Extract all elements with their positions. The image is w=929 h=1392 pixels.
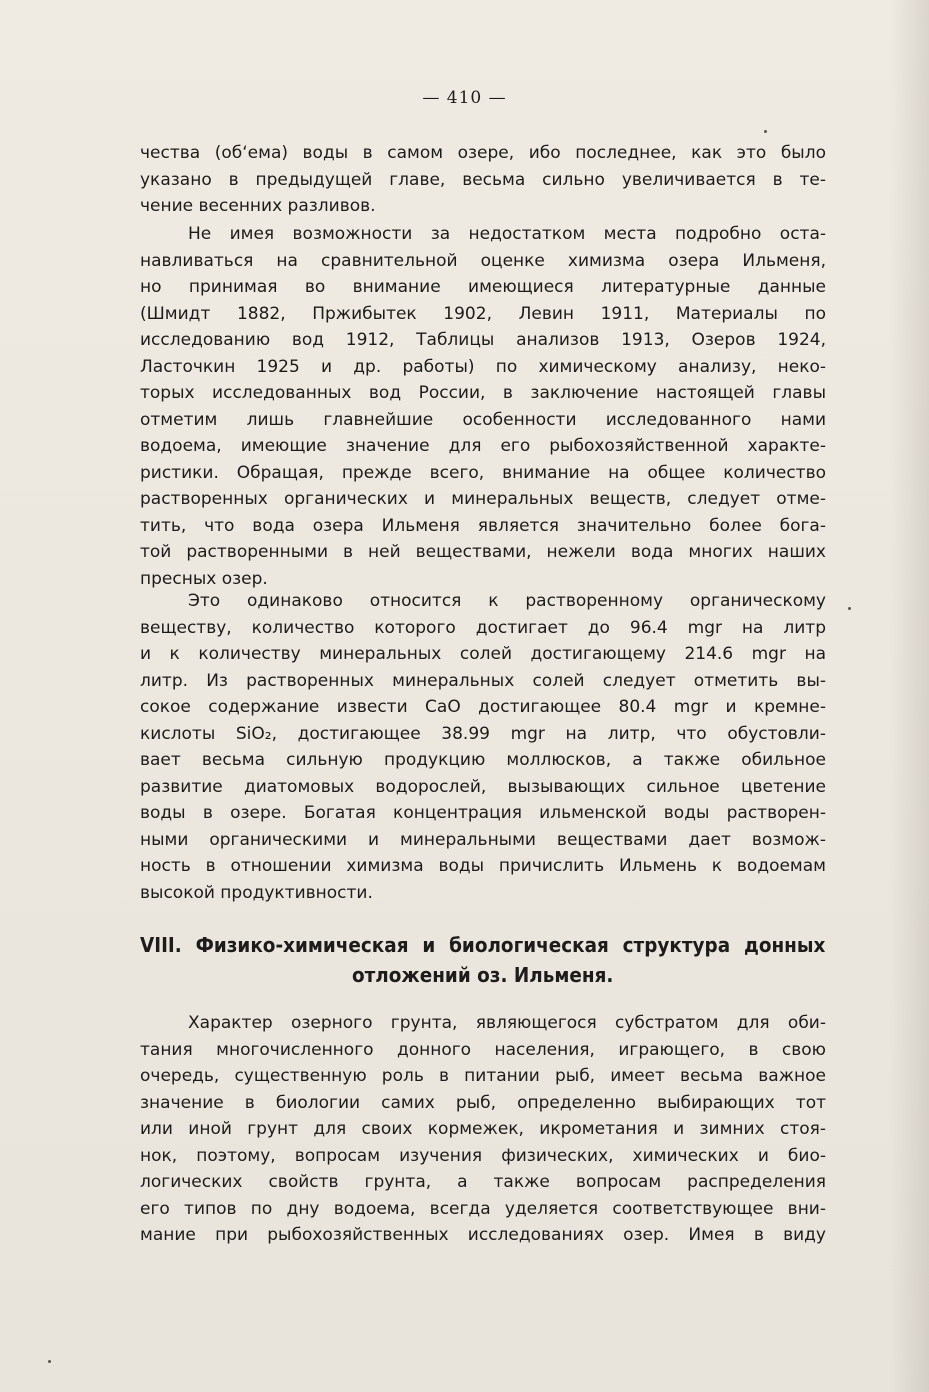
- text-line: чение весенних разливов.: [140, 196, 376, 216]
- text-line: Не имея возможности за недостатком места подробно оста-: [188, 224, 826, 244]
- text-line: навливаться на сравнительной оценке химизма озера Ильменя,: [140, 250, 826, 271]
- paragraph-continuation: [140, 140, 826, 220]
- text-line: пресных озер.: [140, 568, 268, 589]
- text-line: воды в озере. Богатая концентрация ильменской воды растворен-: [140, 803, 826, 823]
- text-line: указано в предыдущей главе, весьма сильно увеличивается в те-: [140, 169, 826, 190]
- text-line: значение в биологии самих рыб, определенно выбирающих тот: [140, 1092, 826, 1113]
- page-number: — 410 —: [422, 88, 507, 108]
- text-line: тания многочисленного донного населения, играющего, в свою: [140, 1039, 826, 1060]
- text-line: развитие диатомовых водорослей, вызывающих сильное цветение: [140, 776, 826, 797]
- text-line: той растворенными в ней веществами, нежели вода многих наших: [140, 542, 826, 562]
- text-line: торых исследованных вод России, в заключение настоящей главы: [140, 383, 826, 403]
- text-line: (Шмидт 1882, Пржибытек 1902, Левин 1911, Материалы по: [140, 303, 826, 324]
- section-heading: [140, 930, 825, 990]
- text-line: исследованию вод 1912, Таблицы анализов 1913, Озеров 1924,: [140, 330, 826, 350]
- text-line: тить, что вода озера Ильменя является значительно более бога-: [140, 515, 826, 536]
- text-line: и к количеству минеральных солей достигающему 214.6 mgr на: [140, 644, 826, 664]
- text-line: растворенных органических и минеральных веществ, следует отме-: [140, 489, 826, 509]
- text-line: Это одинаково относится к растворенному органическому: [188, 591, 826, 611]
- text-line: литр. Из растворенных минеральных солей следует отметить вы-: [140, 670, 826, 691]
- scan-speck: [764, 130, 767, 133]
- text-line: или иной грунт для своих кормежек, икрометания и зимних стоя-: [140, 1119, 826, 1139]
- text-line: высокой продуктивности.: [140, 882, 373, 903]
- paragraph-chemistry: [140, 588, 826, 906]
- text-line: мание при рыбохозяйственных исследованиях озер. Имея в виду: [140, 1225, 826, 1245]
- text-line: его типов по дну водоема, всегда уделяется соответствующее вни-: [140, 1198, 826, 1219]
- paragraph-sediment: [140, 1010, 826, 1249]
- text-line: Ласточкин 1925 и др. работы) по химическому анализу, неко-: [140, 356, 826, 377]
- text-line: водоема, имеющие значение для его рыбохозяйственной характе-: [140, 436, 826, 456]
- paragraph-literature: [140, 221, 826, 592]
- text-line: кислоты SiO₂, достигающее 38.99 mgr на литр, что обустовли-: [140, 723, 826, 744]
- section-heading-line-2: отложений оз. Ильменя.: [352, 963, 614, 987]
- section-heading-line-1: VIII. Физико-химическая и биологическая структура донных: [140, 933, 826, 957]
- text-line: ность в отношении химизма воды причислить Ильмень к водоемам: [140, 856, 826, 876]
- text-line: но принимая во внимание имеющиеся литературные данные: [140, 277, 826, 297]
- text-line: вает весьма сильную продукцию моллюсков, а также обильное: [140, 750, 826, 770]
- text-line: отметим лишь главнейшие особенности исследованного нами: [140, 409, 826, 430]
- text-line: Характер озерного грунта, являющегося субстратом для оби-: [188, 1013, 826, 1033]
- scan-speck: [848, 607, 851, 610]
- text-line: сокое содержание извести CaO достигающее 80.4 mgr и кремне-: [140, 697, 826, 717]
- text-line: веществу, количество которого достигает до 96.4 mgr на литр: [140, 617, 826, 638]
- text-line: логических свойств грунта, а также вопросам распределения: [140, 1172, 826, 1192]
- text-line: ристики. Обращая, прежде всего, внимание на общее количество: [140, 462, 826, 483]
- text-line: чества (об‘ема) воды в самом озере, ибо последнее, как это было: [140, 143, 826, 163]
- text-line: нок, поэтому, вопросам изучения физических, химических и био-: [140, 1145, 826, 1166]
- text-line: ными органическими и минеральными веществами дает возмож-: [140, 829, 826, 850]
- text-line: очередь, существенную роль в питании рыб, имеет весьма важное: [140, 1066, 826, 1086]
- scan-speck: [48, 1360, 51, 1363]
- page-edge-shadow: [889, 0, 929, 1392]
